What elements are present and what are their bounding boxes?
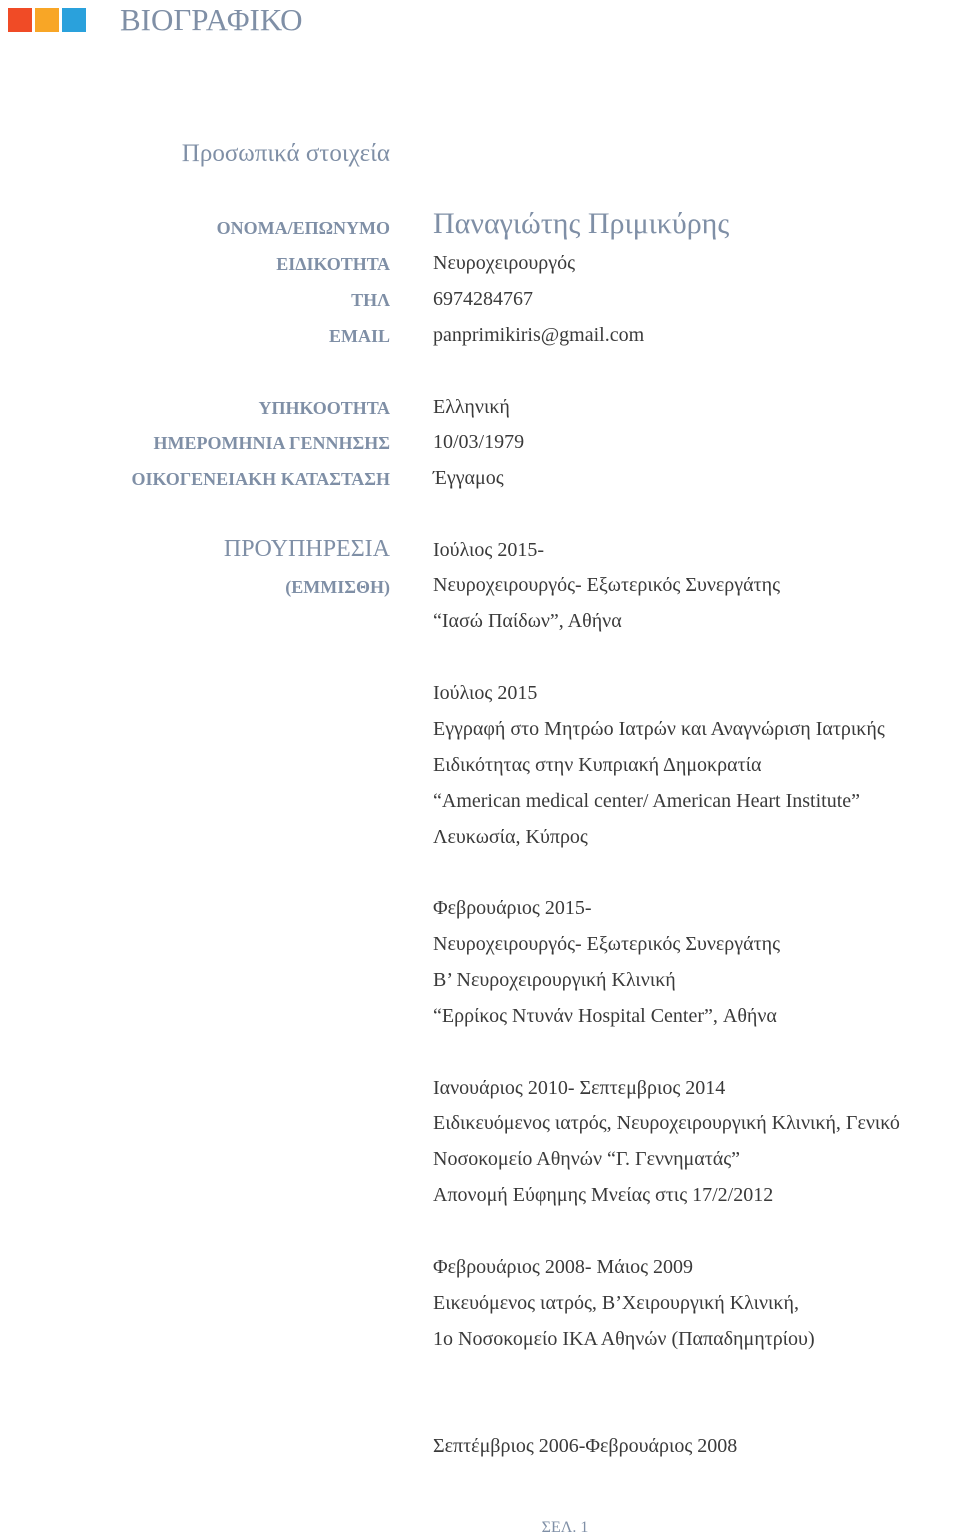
experience-sublabel: (ΕΜΜΙΣΘΗ) bbox=[285, 577, 390, 597]
specialty-label: ΕΙΔΙΚΟΤΗΤΑ bbox=[276, 254, 390, 274]
experience-line: Ιούλιος 2015 bbox=[433, 682, 538, 704]
experience-line: “Ερρίκος Ντυνάν Hospital Center”, Αθήνα bbox=[433, 1005, 777, 1027]
birthdate-label: ΗΜΕΡΟΜΗΝΙΑ ΓΕΝΝΗΣΗΣ bbox=[153, 433, 390, 453]
email-label: EMAIL bbox=[328, 326, 390, 346]
experience-line: Εικευόμενος ιατρός, Β’Χειρουργική Κλινική, bbox=[433, 1292, 799, 1314]
phone-label: ΤΗΛ bbox=[351, 290, 390, 310]
specialty-value: Νευροχειρουργός bbox=[433, 252, 576, 274]
experience-line: Νευροχειρουργός- Εξωτερικός Συνεργάτης bbox=[433, 933, 781, 955]
phone-value: 6974284767 bbox=[433, 288, 533, 310]
marital-label: ΟΙΚΟΓΕΝΕΙΑΚΗ ΚΑΤΑΣΤΑΣΗ bbox=[131, 469, 390, 489]
experience-label: ΠΡΟΥΠΗΡΕΣΙΑ bbox=[223, 536, 390, 562]
logo-square-orange bbox=[35, 8, 59, 32]
experience-line: Ειδικότητας στην Κυπριακή Δημοκρατία bbox=[433, 754, 762, 776]
email-value: panprimikiris@gmail.com bbox=[433, 324, 645, 346]
document-title: ΒΙΟΓΡΑΦΙΚΟ bbox=[120, 2, 303, 37]
page-number: ΣΕΛ. 1 bbox=[541, 1519, 589, 1536]
name-label: ΟΝΟΜΑ/ΕΠΩΝΥΜΟ bbox=[216, 218, 390, 238]
logo bbox=[8, 8, 86, 32]
experience-line: Λευκωσία, Κύπρος bbox=[433, 826, 588, 848]
experience-line: “American medical center/ American Heart Institute” bbox=[433, 790, 861, 812]
experience-line: Ιούλιος 2015- bbox=[433, 539, 544, 561]
experience-line: Ειδικευόμενος ιατρός, Νευροχειρουργική Κλινική, Γενικό bbox=[433, 1112, 900, 1134]
experience-line: Εγγραφή στο Μητρώο Ιατρών και Αναγνώριση Ιατρικής bbox=[433, 718, 885, 740]
experience-line: Β’ Νευροχειρουργική Κλινική bbox=[433, 969, 676, 991]
logo-square-red bbox=[8, 8, 32, 32]
marital-value: Έγγαμος bbox=[433, 467, 504, 489]
citizenship-value: Ελληνική bbox=[433, 396, 510, 418]
logo-square-blue bbox=[62, 8, 86, 32]
experience-line: Φεβρουάριος 2008- Μάιος 2009 bbox=[433, 1256, 694, 1278]
section-title-personal: Προσωπικά στοιχεία bbox=[181, 140, 390, 167]
experience-line: Νοσοκομείο Αθηνών “Γ. Γεννηματάς” bbox=[433, 1148, 741, 1170]
citizenship-label: ΥΠΗΚΟΟΤΗΤΑ bbox=[258, 398, 390, 418]
experience-line: “Ιασώ Παίδων”, Αθήνα bbox=[433, 610, 622, 632]
experience-line: Ιανουάριος 2010- Σεπτεμβριος 2014 bbox=[433, 1077, 726, 1099]
experience-line: Απονομή Εύφημης Μνείας στις 17/2/2012 bbox=[433, 1184, 774, 1206]
name-value: Παναγιώτης Πριμικύρης bbox=[433, 207, 730, 240]
experience-line: Σεπτέμβριος 2006-Φεβρουάριος 2008 bbox=[433, 1435, 738, 1457]
birthdate-value: 10/03/1979 bbox=[433, 431, 525, 453]
experience-line: 1ο Νοσοκομείο ΙΚΑ Αθηνών (Παπαδημητρίου) bbox=[433, 1328, 815, 1350]
experience-line: Νευροχειρουργός- Εξωτερικός Συνεργάτης bbox=[433, 574, 781, 596]
experience-line: Φεβρουάριος 2015- bbox=[433, 897, 592, 919]
